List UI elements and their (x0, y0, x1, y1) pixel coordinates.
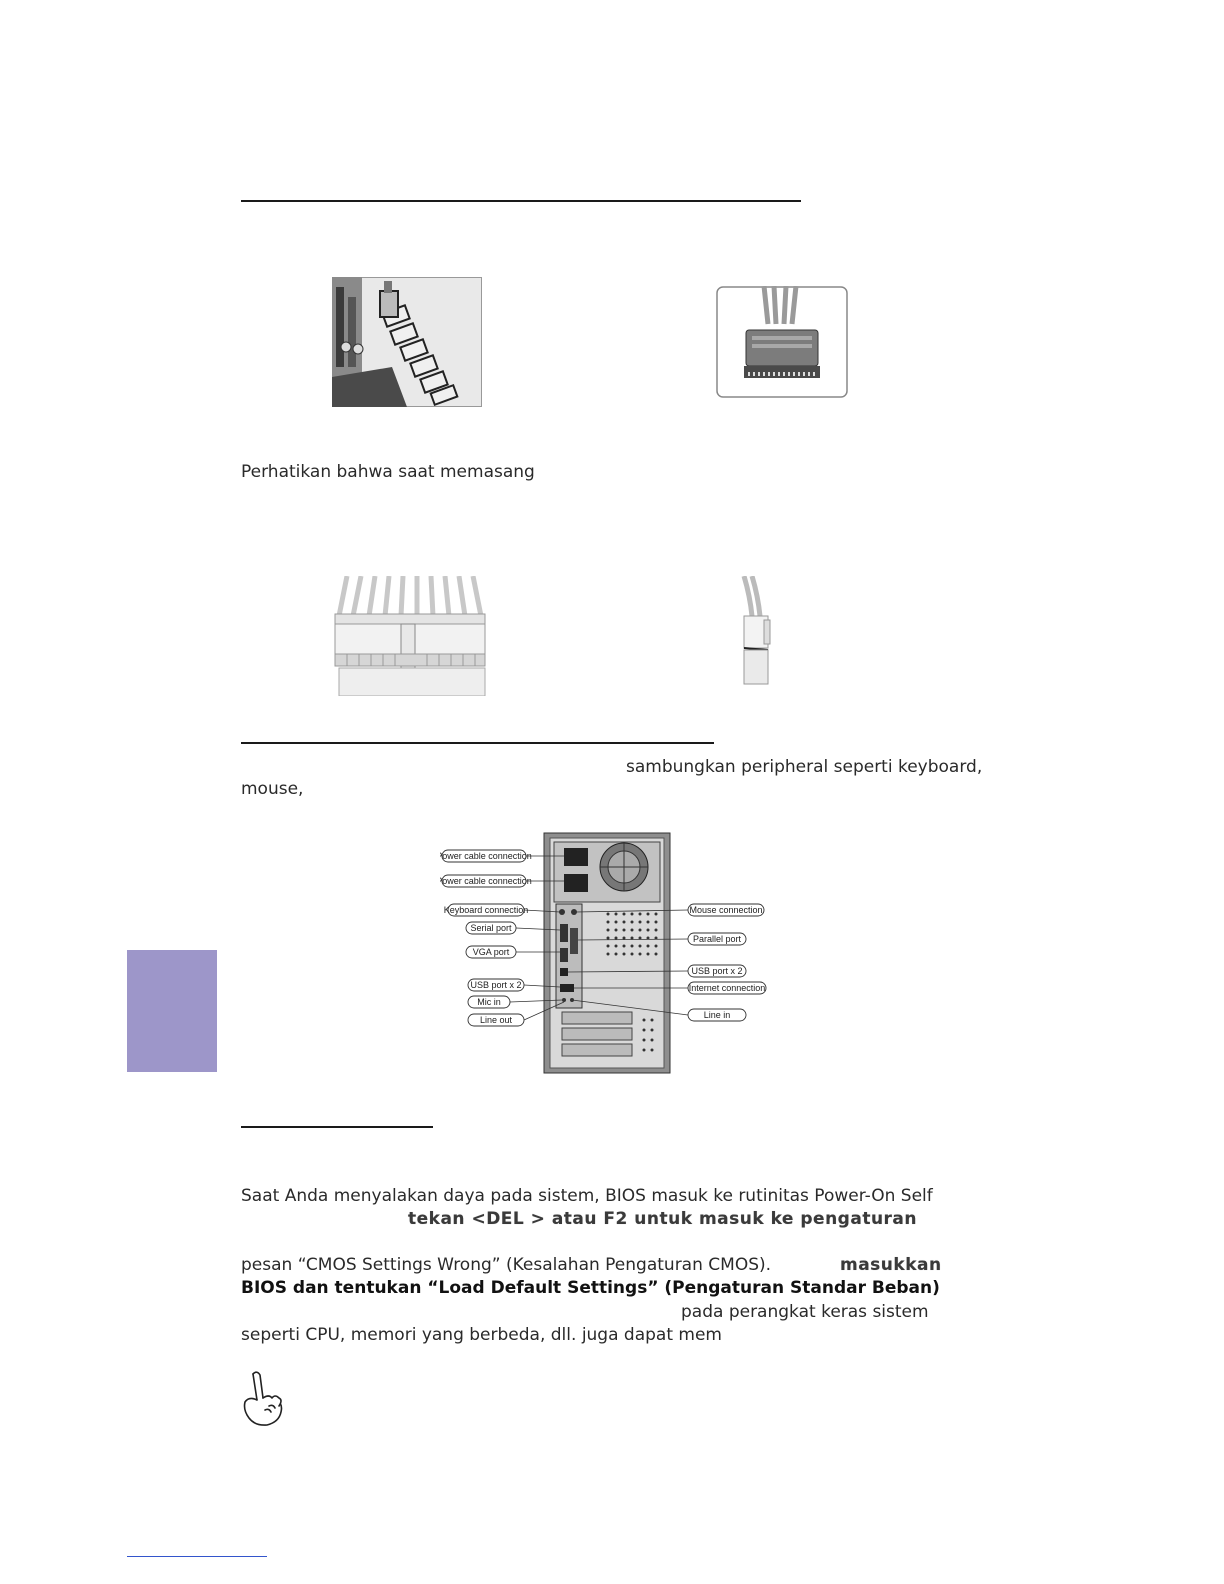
back-panel-diagram (440, 830, 770, 1075)
peripheral-paragraph-line1: sambungkan peripheral seperti keyboard, (626, 757, 983, 777)
chapter-side-tab (127, 950, 217, 1072)
label-keyboard: Keyboard connection (443, 905, 529, 915)
label-power-cable-2: Power cable connection (440, 876, 532, 886)
section-rule-2 (241, 742, 714, 744)
label-internet: Internet connection (688, 983, 766, 993)
label-line-in: Line in (703, 1010, 731, 1020)
label-usb-left: USB port x 2 (470, 980, 522, 990)
label-vga-port: VGA port (472, 947, 510, 957)
label-serial-port: Serial port (470, 923, 512, 933)
four-pin-power-plug-image (736, 576, 776, 688)
bios-line-3: pesan “CMOS Settings Wrong” (Kesalahan Pengaturan CMOS). (241, 1255, 772, 1275)
section-rule-1 (241, 200, 801, 202)
sata-power-connector-image (716, 286, 848, 398)
bios-line-6: seperti CPU, memori yang berbeda, dll. juga dapat mem (241, 1325, 722, 1345)
sata-ports-image (332, 277, 482, 407)
label-parallel-port: Parallel port (692, 934, 742, 944)
section-rule-3 (241, 1126, 433, 1128)
label-power-cable-1: Power cable connection (440, 851, 532, 861)
label-mic-in: Mic in (477, 997, 501, 1007)
label-mouse: Mouse connection (689, 905, 763, 915)
footer-rule (127, 1556, 267, 1557)
bios-line-2: tekan <DEL > atau F2 untuk masuk ke pengaturan (408, 1209, 918, 1229)
pointing-hand-icon (239, 1370, 287, 1428)
note-paragraph-1: Perhatikan bahwa saat memasang (241, 462, 535, 482)
peripheral-paragraph-line2: mouse, (241, 779, 304, 799)
atx-power-connector-image (333, 576, 487, 696)
bios-line-5: pada perangkat keras sistem (681, 1302, 929, 1322)
bios-line-1: Saat Anda menyalakan daya pada sistem, BIOS masuk ke rutinitas Power-On Self (241, 1186, 933, 1206)
label-line-out: Line out (479, 1015, 513, 1025)
label-usb-right: USB port x 2 (691, 966, 743, 976)
bios-line-4: BIOS dan tentukan “Load Default Settings” (Pengaturan Standar Beban) (241, 1278, 940, 1298)
bios-line-3b: masukkan (840, 1255, 942, 1275)
